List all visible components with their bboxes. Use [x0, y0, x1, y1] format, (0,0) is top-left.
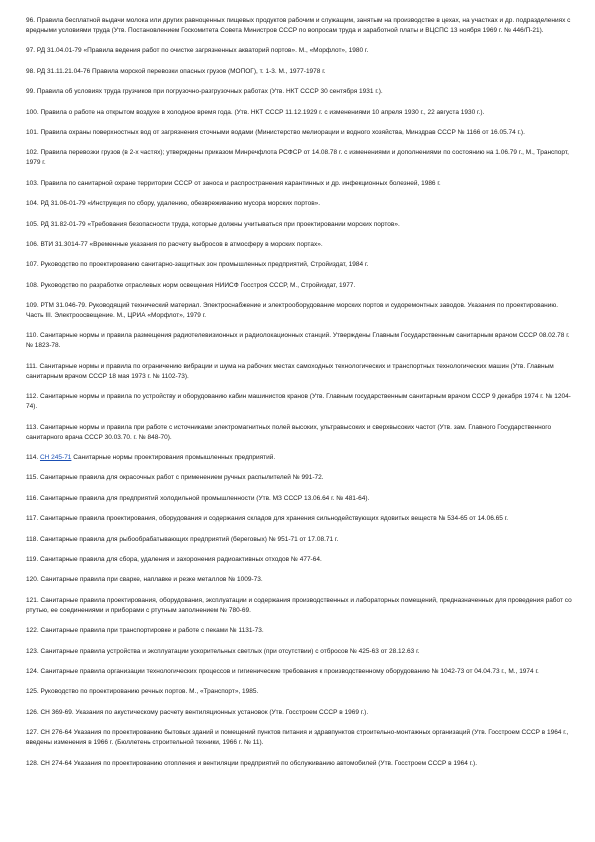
reference-text: Санитарные правила проектирования, оборудования, эксплуатации и содержания производственных и лабораторных помещений, предназначенных для проведения работ со ртутью, ее соединениями и приборами с ртутным заполнением № 780-69.	[26, 596, 572, 614]
reference-text: ВТИ 31.3014-77 «Временные указания по расчету выбросов в атмосферу в морских портах».	[40, 240, 323, 248]
reference-number: 112.	[26, 393, 39, 401]
reference-text: Правила по санитарной охране территории СССР от заноса и распространения карантинных и др. инфекционных болезней, 1986 г.	[40, 179, 441, 187]
reference-item	[26, 260, 574, 270]
reference-item	[26, 128, 574, 138]
reference-text: Санитарные нормы и правила при работе с источниками электромагнитных полей высоких, ультравысоких и сверхвысоких частот (Утв. зам. Главного Государственного санитарного врача СССР 30.03.70. г. № 848-70).	[26, 423, 552, 441]
reference-text: Правила об условиях труда грузчиков при погрузочно-разгрузочных работах (Утв. НКТ СССР 30 сентября 1931 г.).	[36, 88, 383, 96]
reference-number: 105.	[26, 220, 39, 228]
reference-item	[26, 108, 574, 118]
reference-item	[26, 535, 574, 545]
reference-number: 96.	[26, 17, 36, 24]
reference-number: 104.	[26, 200, 39, 208]
reference-number: 107.	[26, 261, 39, 269]
reference-text: Руководство по проектированию речных портов. М., «Транспорт», 1985.	[40, 688, 259, 696]
reference-number: 125.	[26, 688, 39, 696]
reference-item	[26, 16, 574, 36]
reference-text: Санитарные правила для предприятий холодильной промышленности (Утв. МЗ СССР 13.06.64 г. № 481-64).	[39, 494, 370, 502]
reference-number: 123.	[26, 647, 39, 655]
reference-item	[26, 596, 574, 616]
reference-text: РТМ 31.046-79. Руководящий технический материал. Электроснабжение и электрооборудование морских портов и судоремонтных заводов. Указания по проектированию. Часть III. Электроосвещение. М., ЦРИА «Морфлот», 1979 г.	[26, 302, 559, 320]
reference-text: Санитарные нормы проектирования промышленных предприятий.	[71, 454, 276, 462]
reference-text: СН 369-69. Указания по акустическому расчету вентиляционных установок (Утв. Госстроем СССР в 1969 г.).	[40, 708, 369, 716]
reference-number: 122.	[26, 627, 39, 635]
reference-item	[26, 453, 574, 463]
reference-text: Санитарные правила при сварке, наплавке и резке металлов № 1009-73.	[40, 576, 263, 584]
reference-text: СН 276-64 Указания по проектированию бытовых зданий и помещений пунктов питания и здравпунктов строительно-монтажных организаций (Утв. Госстроем СССР в 1964 г., введены изменения в 1966 г. (Бюллетень строительной техники, 1966 г. № 11).	[26, 729, 569, 747]
reference-item	[26, 148, 574, 168]
reference-item	[26, 647, 574, 657]
reference-text: Правила перевозки грузов (в 2-х частях); утверждены приказом Минречфлота РСФСР от 14.08.78 г. с изменениями и дополнениями по состоянию на 1.06.79 г., М., Транспорт, 1979 г.	[26, 149, 569, 167]
reference-item	[26, 392, 574, 412]
reference-number: 101.	[26, 128, 39, 136]
reference-text: Санитарные правила для рыбообрабатывающих предприятий (береговых) № 951-71 от 17.08.71 г.	[39, 535, 339, 543]
reference-item	[26, 199, 574, 209]
reference-item	[26, 220, 574, 230]
reference-number: 106.	[26, 240, 39, 248]
reference-number: 121.	[26, 596, 39, 604]
reference-number: 111.	[26, 362, 38, 370]
reference-text: Санитарные правила для сбора, удаления и захоронения радиоактивных отходов № 477-64.	[39, 555, 322, 563]
reference-number: 102.	[26, 149, 39, 157]
reference-text: Санитарные правила устройства и эксплуатации ускорительных светлых (при отсутствии) с отбросов № 425-63 от 28.12.63 г.	[40, 647, 420, 655]
reference-text: Санитарные нормы и правила по ограничению вибрации и шума на рабочих местах самоходных технологических и транспортных технологических машин (Утв. Главным санитарным врачом СССР 18 мая 1973 г. № 1102-73).	[26, 362, 554, 380]
reference-number: 116.	[26, 494, 39, 502]
reference-text: Санитарные правила проектирования, оборудования и содержания складов для хранения сильнодействующих ядовитых веществ № 534-65 от 14.06.65 г.	[39, 515, 509, 523]
reference-item	[26, 687, 574, 697]
reference-text: Санитарные правила организации технологических процессов и гигиенические требования к производственному оборудованию № 1042-73 от 04.04.73 г., М., 1974 г.	[40, 667, 539, 675]
reference-number: 110.	[26, 332, 39, 340]
reference-item	[26, 708, 574, 718]
reference-item	[26, 626, 574, 636]
reference-item	[26, 423, 574, 443]
reference-number: 127.	[26, 729, 39, 737]
reference-number: 109.	[26, 302, 39, 310]
reference-text: Руководство по разработке отраслевых норм освещения НИИСФ Госстроя СССР, М., Стройиздат, 1977.	[40, 281, 356, 289]
reference-text: Руководство по проектированию санитарно-защитных зон промышленных предприятий, Стройиздат, 1984 г.	[40, 261, 369, 269]
reference-number: 108.	[26, 281, 39, 289]
reference-text: РД 31.04.01-79 «Правила ведения работ по очистке загрязненных акваторий портов». М., «Морфлот», 1980 г.	[36, 47, 369, 55]
reference-text: Правила охраны поверхностных вод от загрязнения сточными водами (Министерство мелиорации и водного хозяйства, Минздрав СССР № 1166 от 16.05.74 г.).	[40, 128, 525, 136]
reference-item	[26, 575, 574, 585]
reference-item	[26, 331, 574, 351]
reference-number: 119.	[26, 555, 39, 563]
reference-item	[26, 240, 574, 250]
reference-text: Санитарные нормы и правила по устройству и оборудованию кабин машинистов кранов (Утв. Главным государственным санитарным врачом СССР 9 декабря 1974 г. № 1204-74).	[26, 393, 571, 411]
reference-link[interactable]: СН 245-71	[39, 454, 72, 462]
reference-number: 114.	[26, 454, 39, 462]
reference-item	[26, 514, 574, 524]
reference-item	[26, 362, 574, 382]
reference-item	[26, 728, 574, 748]
reference-number: 124.	[26, 667, 39, 675]
reference-text: Санитарные нормы и правила размещения радиотелевизионных и радиолокационных станций. Утверждены Главным Государственным санитарным врачом СССР 08.02.78 г. № 1823-78.	[26, 332, 570, 350]
reference-number: 128.	[26, 759, 39, 767]
reference-text: РД 31.82-01-79 «Требования безопасности труда, которые должны учитываться при проектировании морских портов».	[40, 220, 400, 228]
reference-item	[26, 46, 574, 56]
reference-number: 117.	[26, 515, 39, 523]
document-body	[26, 16, 574, 779]
reference-text: РД 31.06-01-79 «Инструкция по сбору, удалению, обезвреживанию мусора морских портов».	[40, 200, 321, 208]
reference-item	[26, 759, 574, 769]
reference-number: 103.	[26, 179, 39, 187]
reference-item	[26, 667, 574, 677]
reference-number: 118.	[26, 535, 39, 543]
reference-text: Правила о работе на открытом воздухе в холодное время года. (Утв. НКТ СССР 11.12.1929 г. с изменениями 10 апреля 1930 г., 22 августа 1930 г.).	[40, 108, 485, 116]
reference-item	[26, 67, 574, 77]
reference-number: 100.	[26, 108, 39, 116]
reference-text: РД 31.11.21.04-76 Правила морской перевозки опасных грузов (МОПОГ), т. 1-3. М., 1977-1978 г.	[36, 67, 326, 75]
reference-number: 113.	[26, 423, 39, 431]
reference-number: 97.	[26, 47, 36, 55]
reference-text: Правила бесплатной выдачи молока или других равноценных пищевых продуктов рабочим и служащим, занятым на производстве в цехах, на участках и др. подразделениях с вредными условиями труда (Утв. Постановлением Госкомитета Совета Министров СССР по вопросам труда и заработной платы и ВЦСПС 13 ноября 1969 г. № 446/П-21).	[26, 17, 571, 34]
reference-number: 115.	[26, 474, 39, 482]
reference-text: Санитарные правила для окрасочных работ с применением ручных распылителей № 991-72.	[39, 474, 324, 482]
reference-item	[26, 179, 574, 189]
reference-number: 98.	[26, 67, 36, 75]
reference-item	[26, 494, 574, 504]
reference-number: 120.	[26, 576, 39, 584]
reference-number: 99.	[26, 88, 36, 96]
reference-item	[26, 281, 574, 291]
reference-item	[26, 301, 574, 321]
reference-text: Санитарные правила при транспортировке и работе с пеками № 1131-73.	[40, 627, 264, 635]
reference-item	[26, 473, 574, 483]
reference-item	[26, 555, 574, 565]
reference-item	[26, 87, 574, 97]
reference-number: 126.	[26, 708, 39, 716]
reference-text: СН 274-64 Указания по проектированию отопления и вентиляции предприятий по обслуживанию автомобилей (Утв. Госстроем СССР в 1964 г.).	[40, 759, 478, 767]
